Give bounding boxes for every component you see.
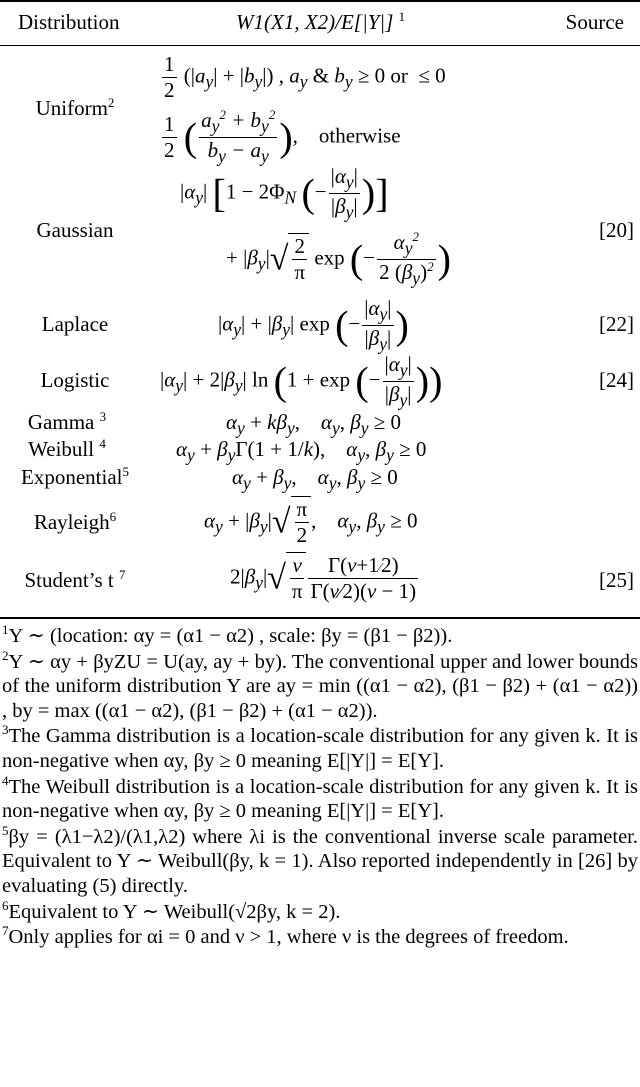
footnote: $^1$Y ∼ (location: αy = (α1 − α2) , scale: βy = (β1 − β2)). <box>2 622 453 647</box>
weibull-formula: $\alpha_y + \beta_y\Gamma(1 + 1/k)$, $\alpha_y$, $\beta_y \ge 0$ <box>176 437 427 466</box>
gaussian-formula-line-2: + $|\beta_y|√$ $\frac{2}{\pi}$ exp (− $\frac{\alpha_y^2}{2 (\beta_y)^2}$ ) <box>226 229 451 289</box>
footnotes <box>2 624 638 951</box>
exponential-formula: $\alpha_y + \beta_y$, $\alpha_y$, $\beta_y \ge 0$ <box>232 465 398 494</box>
source-ref: [20] <box>599 218 634 242</box>
distribution-name: Uniform$^2$ <box>35 95 115 120</box>
logistic-formula: $|\alpha_y| + 2|\beta_y|$ ln (1 + exp (− $\frac{|\alpha_y|}{|\beta_y|}$ )) <box>160 352 443 411</box>
distribution-name: Student’s t $^7$ <box>24 567 126 592</box>
distribution-name: Logistic <box>40 368 110 392</box>
distribution-name: Gaussian <box>36 218 114 242</box>
source-ref: [24] <box>599 368 634 392</box>
footnote: $^5$βy = (λ1−λ2)/(λ1,λ2) where λi is the conventional inverse scale parameter. Equivalent to Y ∼ Weibull(βy, k = 1). Also reported independently in [26] by evaluating (5) directly. <box>2 822 638 897</box>
uniform-formula-line-2: $\frac{1}{2}$ ( $\frac{a_y^2 + b_y^2}{b_y - a_y}$ ), otherwise <box>164 107 401 167</box>
gamma-formula: $\alpha_y + k\beta_y$, $\alpha_y$, $\beta_y \ge 0$ <box>226 410 402 439</box>
source-ref: [25] <box>599 568 634 592</box>
distribution-name: Rayleigh$^6$ <box>33 509 117 534</box>
header-source: Source <box>565 10 624 34</box>
distribution-name: Weibull $^4$ <box>28 436 106 461</box>
footnote: $^6$Equivalent to Y ∼ Weibull(√2βy, k = 2). <box>2 897 341 923</box>
uniform-formula-line-1: $\frac{1}{2}$ $(|a_y| + |b_y|)$ , $a_y$ & $b_y \ge 0$ or ≤ 0 <box>164 52 446 103</box>
top-rule <box>0 0 640 2</box>
footnote: $^3$The Gamma distribution is a location-scale distribution for any given k. It is non-negative when αy, βy ≥ 0 meaning E[|Y|] = E[Y]. <box>2 722 638 772</box>
distribution-name: Gamma $^3$ <box>27 409 107 434</box>
footnote: $^2$Y ∼ αy + βyZU = U(ay, ay + by). The conventional upper and lower bounds of the uniform distribution Y are ay = min ((α1 − α2), (β1 − β2) + (α1 − α2)) , by = max ((α1 − α2), (β1 − β2) + (α1 − α2)). <box>2 647 638 722</box>
header-formula <box>236 10 405 35</box>
footnote: $^7$Only applies for αi = 0 and ν > 1, where ν is the degrees of freedom. <box>2 923 569 949</box>
source-ref: [22] <box>599 312 634 336</box>
gaussian-formula-line-1: $|\alpha_y|$ [$1 - 2\Phi_N$ (− $\frac{|\alpha_y|}{|\beta_y|}$ )] <box>180 164 389 223</box>
laplace-formula: $|\alpha_y| + |\beta_y|$ exp (− $\frac{|\alpha_y|}{|\beta_y|}$ ) <box>218 296 409 355</box>
footnote: $^4$The Weibull distribution is a location-scale distribution for any given k. It is non-negative when αy, βy ≥ 0 meaning E[|Y|] = E[Y]. <box>2 772 638 823</box>
header-rule <box>0 45 640 46</box>
students-t-formula: $2|\beta_y|√$ $\frac{\nu}{\pi}$ $\frac{\Gamma(\nu+1⁄2)}{\Gamma(\nu⁄2)(\nu - 1)}$ <box>230 553 417 604</box>
header-formula-note: 1 <box>398 9 406 24</box>
bottom-rule <box>0 617 640 619</box>
header-distribution: Distribution <box>18 10 120 34</box>
distribution-name: Exponential$^5$ <box>21 464 129 489</box>
header-formula-text: W1(X1, X2)/E[|Y|] <box>236 10 394 34</box>
rayleigh-formula: $\alpha_y + |\beta_y|√$ $\frac{\pi}{2}$ , $\alpha_y$, $\beta_y \ge 0$ <box>204 497 418 548</box>
distribution-name: Laplace <box>41 312 109 336</box>
